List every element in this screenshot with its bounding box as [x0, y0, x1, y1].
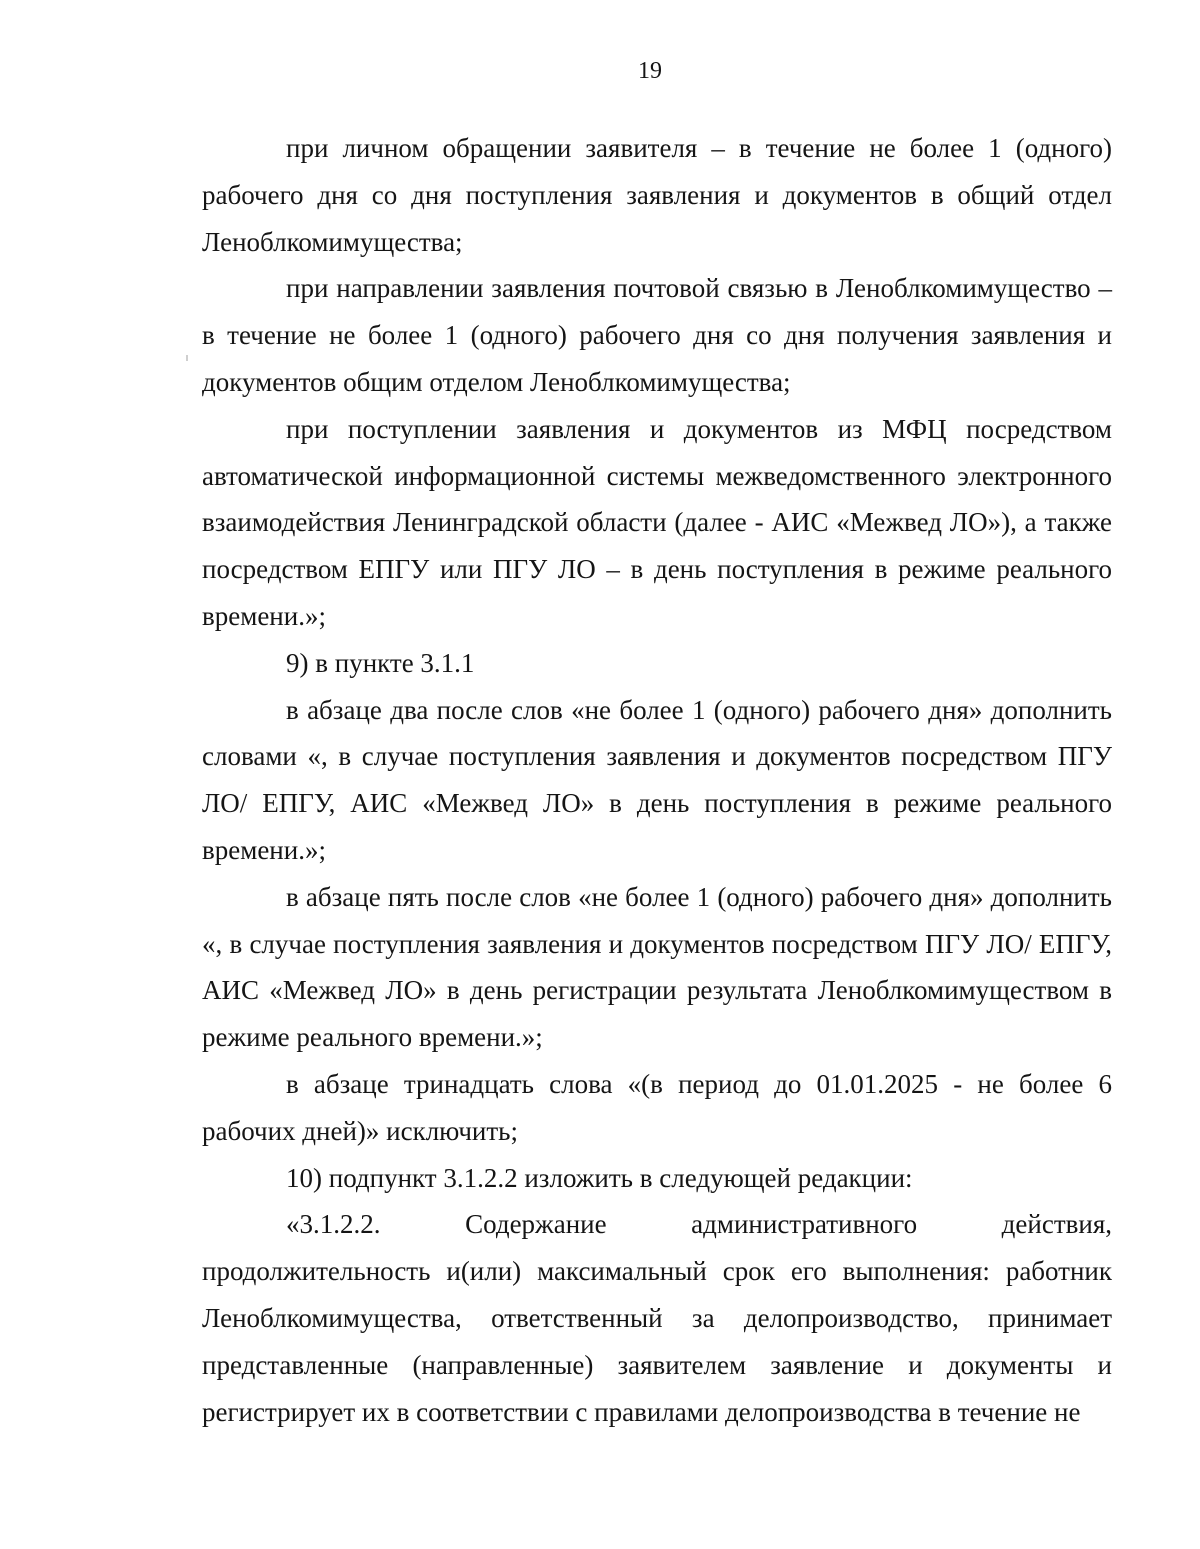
scan-margin-mark: [186, 355, 188, 361]
document-body: [202, 125, 1112, 1435]
paragraph-item-10: 10) подпункт 3.1.2.2 изложить в следующей редакции:: [286, 1162, 913, 1193]
paragraph-amendment-paragraph-two: в абзаце два после слов «не более 1 (одного) рабочего дня» дополнить словами «, в случае поступления заявления и документов посредством ПГУ ЛО/ ЕПГУ, АИС «Межвед ЛО» в день поступления в режиме реального времени.»;: [202, 694, 1112, 865]
paragraph-mfc-application: при поступлении заявления и документов из МФЦ посредством автоматической информационной системы межведомственного электронного взаимодействия Ленинградской области (далее - АИС «Межвед ЛО»), а также посредством ЕПГУ или ПГУ ЛО – в день поступления в режиме реального времени.»;: [202, 413, 1112, 631]
paragraph-postal-application: при направлении заявления почтовой связью в Леноблкомимущество – в течение не более 1 (одного) рабочего дня со дня получения заявления и документов общим отделом Леноблкомимущества;: [202, 273, 1112, 397]
paragraph-item-9: 9) в пункте 3.1.1: [286, 647, 475, 678]
paragraph-amendment-paragraph-five: в абзаце пять после слов «не более 1 (одного) рабочего дня» дополнить «, в случае поступления заявления и документов посредством ПГУ ЛО/ ЕПГУ, АИС «Межвед ЛО» в день регистрации результата Леноблкомимуществом в режиме реального времени.»;: [202, 881, 1112, 1053]
paragraph-personal-application: при личном обращении заявителя – в течение не более 1 (одного) рабочего дня со дня поступления заявления и документов в общий отдел Леноблкомимущества;: [202, 133, 1112, 257]
page-number: 19: [638, 58, 662, 84]
paragraph-amendment-paragraph-thirteen: в абзаце тринадцать слова «(в период до 01.01.2025 - не более 6 рабочих дней)» исключить;: [202, 1068, 1112, 1146]
paragraph-subitem-3-1-2-2: «3.1.2.2. Содержание административного действия, продолжительность и(или) максимальный срок его выполнения: работник Леноблкомимущества, ответственный за делопроизводство, принимает представленные (направленные) заявителем заявление и документы и регистрирует их в соответствии с правилами делопроизводства в течение не: [202, 1209, 1112, 1427]
